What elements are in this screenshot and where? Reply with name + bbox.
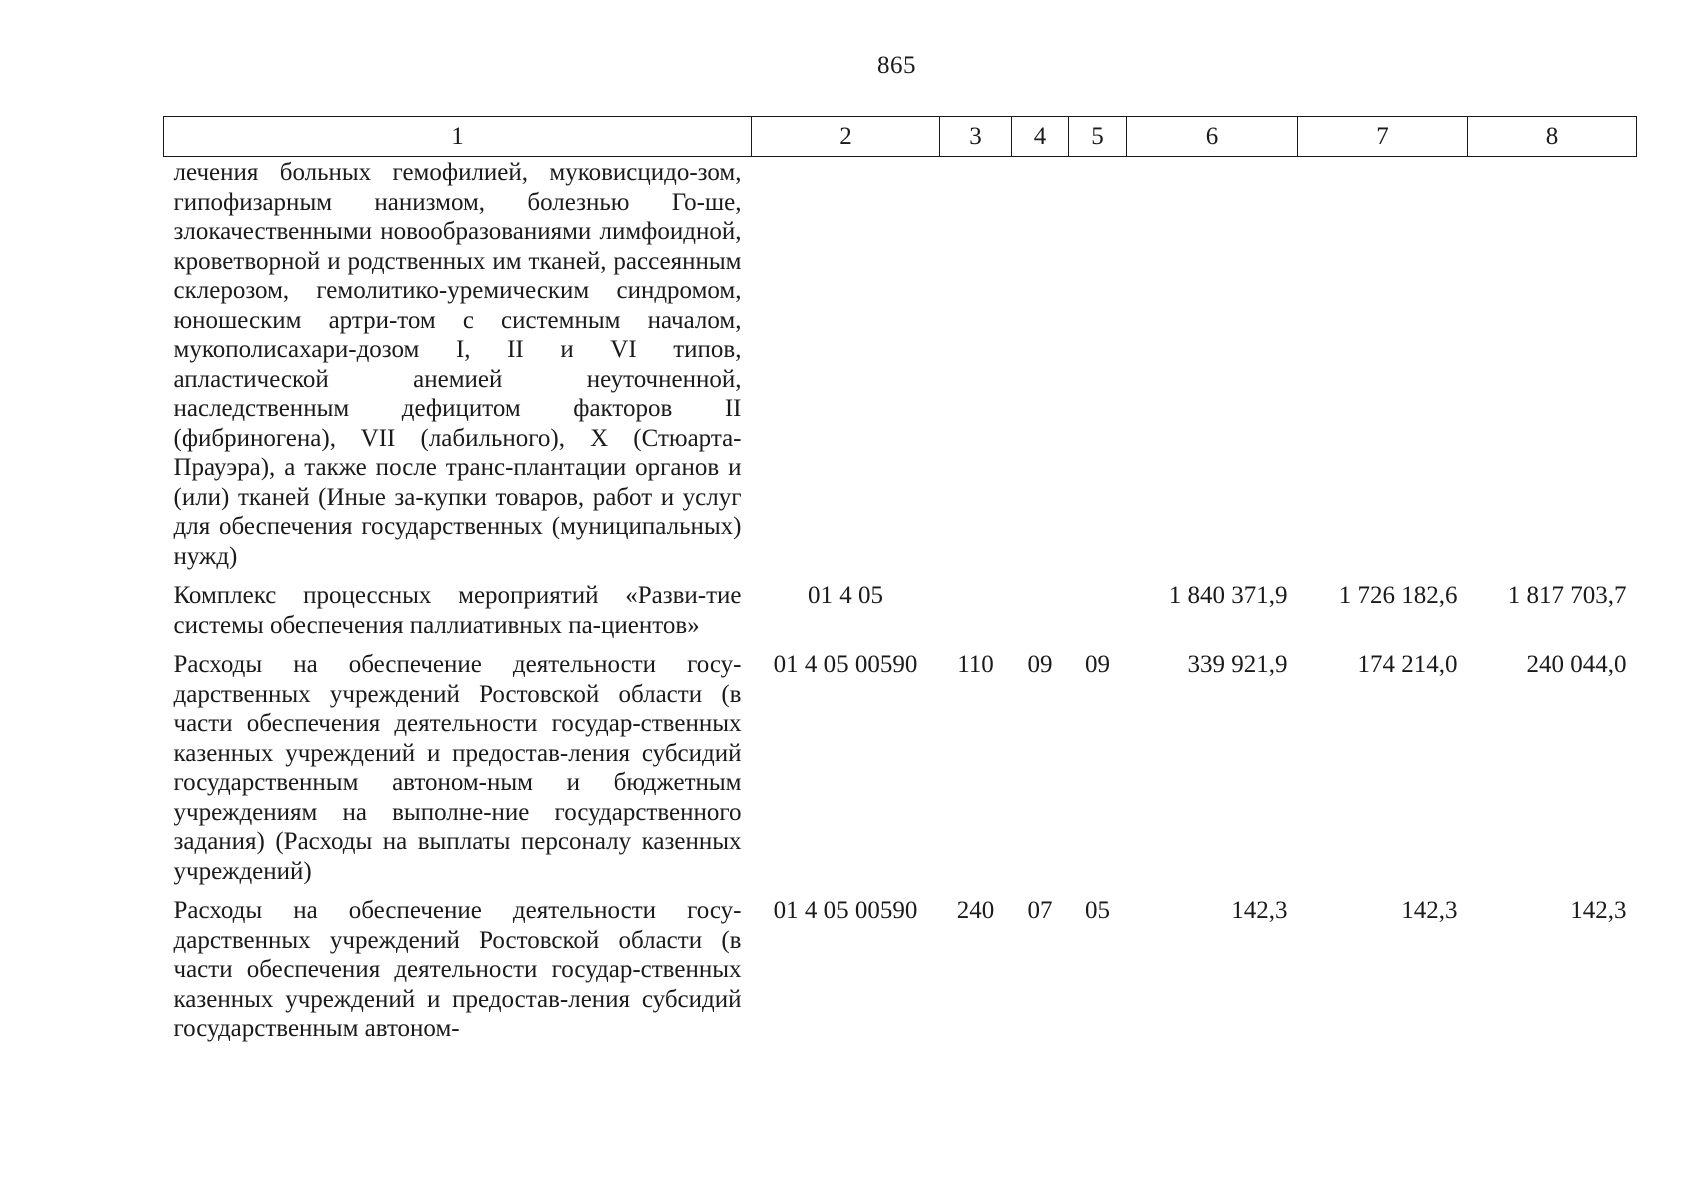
column-header-2: 2 <box>752 117 940 157</box>
column-header-7: 7 <box>1298 117 1468 157</box>
page-number: 865 <box>877 52 916 79</box>
row-pr <box>1069 157 1127 572</box>
table-row <box>164 640 1637 886</box>
row-description: Расходы на обеспечение деятельности госу-дарственных учреждений Ростовской области (в части обеспечения деятельности государ-ственных казенных учреждений и предостав-ления субсидий государственным автоном- <box>173 897 742 1042</box>
column-header-1: 1 <box>164 117 752 157</box>
table-row <box>164 886 1637 1044</box>
row-year3: 240 044,0 <box>1526 651 1627 678</box>
row-description: лечения больных гемофилией, муковисцидо-зом, гипофизарным нанизмом, болезнью Го-ше, злокачественными новообразованиями лимфоидной, кроветворной и родственных им тканей, рассеянным склерозом, гемолитико-уремическим синдромом, юношеским артри-том с системным началом, мукополисахари-дозом I, II и VI типов, апластической анемией неуточненной, наследственным дефицитом факторов II (фибриногена), VII (лабильного), X (Стюарта-Прауэра), а также после транс-плантации органов и (или) тканей (Иные за-купки товаров, работ и услуг для обеспечения государственных (муниципальных) нужд) <box>173 159 742 570</box>
table-header-row <box>164 117 1637 157</box>
row-code: 01 4 05 <box>808 582 883 609</box>
row-pr <box>1069 571 1127 640</box>
row-year2: 142,3 <box>1401 897 1458 924</box>
row-rz: 09 <box>1027 651 1053 678</box>
column-header-4: 4 <box>1012 117 1069 157</box>
row-year2: 1 726 182,6 <box>1338 582 1458 609</box>
row-pr: 09 <box>1085 651 1110 678</box>
row-pr: 05 <box>1085 897 1110 924</box>
row-year1 <box>1127 157 1298 572</box>
row-description: Комплекс процессных мероприятий «Разви-тие системы обеспечения паллиативных па-циентов» <box>173 582 742 639</box>
row-code: 01 4 05 00590 <box>773 651 918 678</box>
column-header-3: 3 <box>940 117 1012 157</box>
row-description: Расходы на обеспечение деятельности госу-дарственных учреждений Ростовской области (в части обеспечения деятельности государ-ственных казенных учреждений и предостав-ления субсидий государственным автоном-ным и бюджетным учреждениям на выполне-ние государственного задания) (Расходы на выплаты персоналу казенных учреждений) <box>173 651 742 885</box>
row-year1: 1 840 371,9 <box>1168 582 1288 609</box>
row-year2 <box>1298 157 1468 572</box>
row-rz <box>1012 571 1069 640</box>
row-vr: 240 <box>956 897 995 924</box>
budget-table <box>163 116 1637 1044</box>
row-year3: 1 817 703,7 <box>1507 582 1627 609</box>
row-rz: 07 <box>1027 897 1053 924</box>
row-year2: 174 214,0 <box>1357 651 1458 678</box>
row-year1: 339 921,9 <box>1187 651 1288 678</box>
column-header-5: 5 <box>1069 117 1127 157</box>
row-year3 <box>1468 157 1637 572</box>
table-row <box>164 157 1637 572</box>
row-rz <box>1012 157 1069 572</box>
column-header-6: 6 <box>1127 117 1298 157</box>
column-header-8: 8 <box>1468 117 1637 157</box>
row-vr <box>940 571 1012 640</box>
row-vr: 110 <box>957 651 994 678</box>
row-vr <box>940 157 1012 572</box>
row-year3: 142,3 <box>1570 897 1627 924</box>
row-year1: 142,3 <box>1231 897 1288 924</box>
row-code <box>752 157 940 572</box>
row-code: 01 4 05 00590 <box>773 897 918 924</box>
table-row <box>164 571 1637 640</box>
